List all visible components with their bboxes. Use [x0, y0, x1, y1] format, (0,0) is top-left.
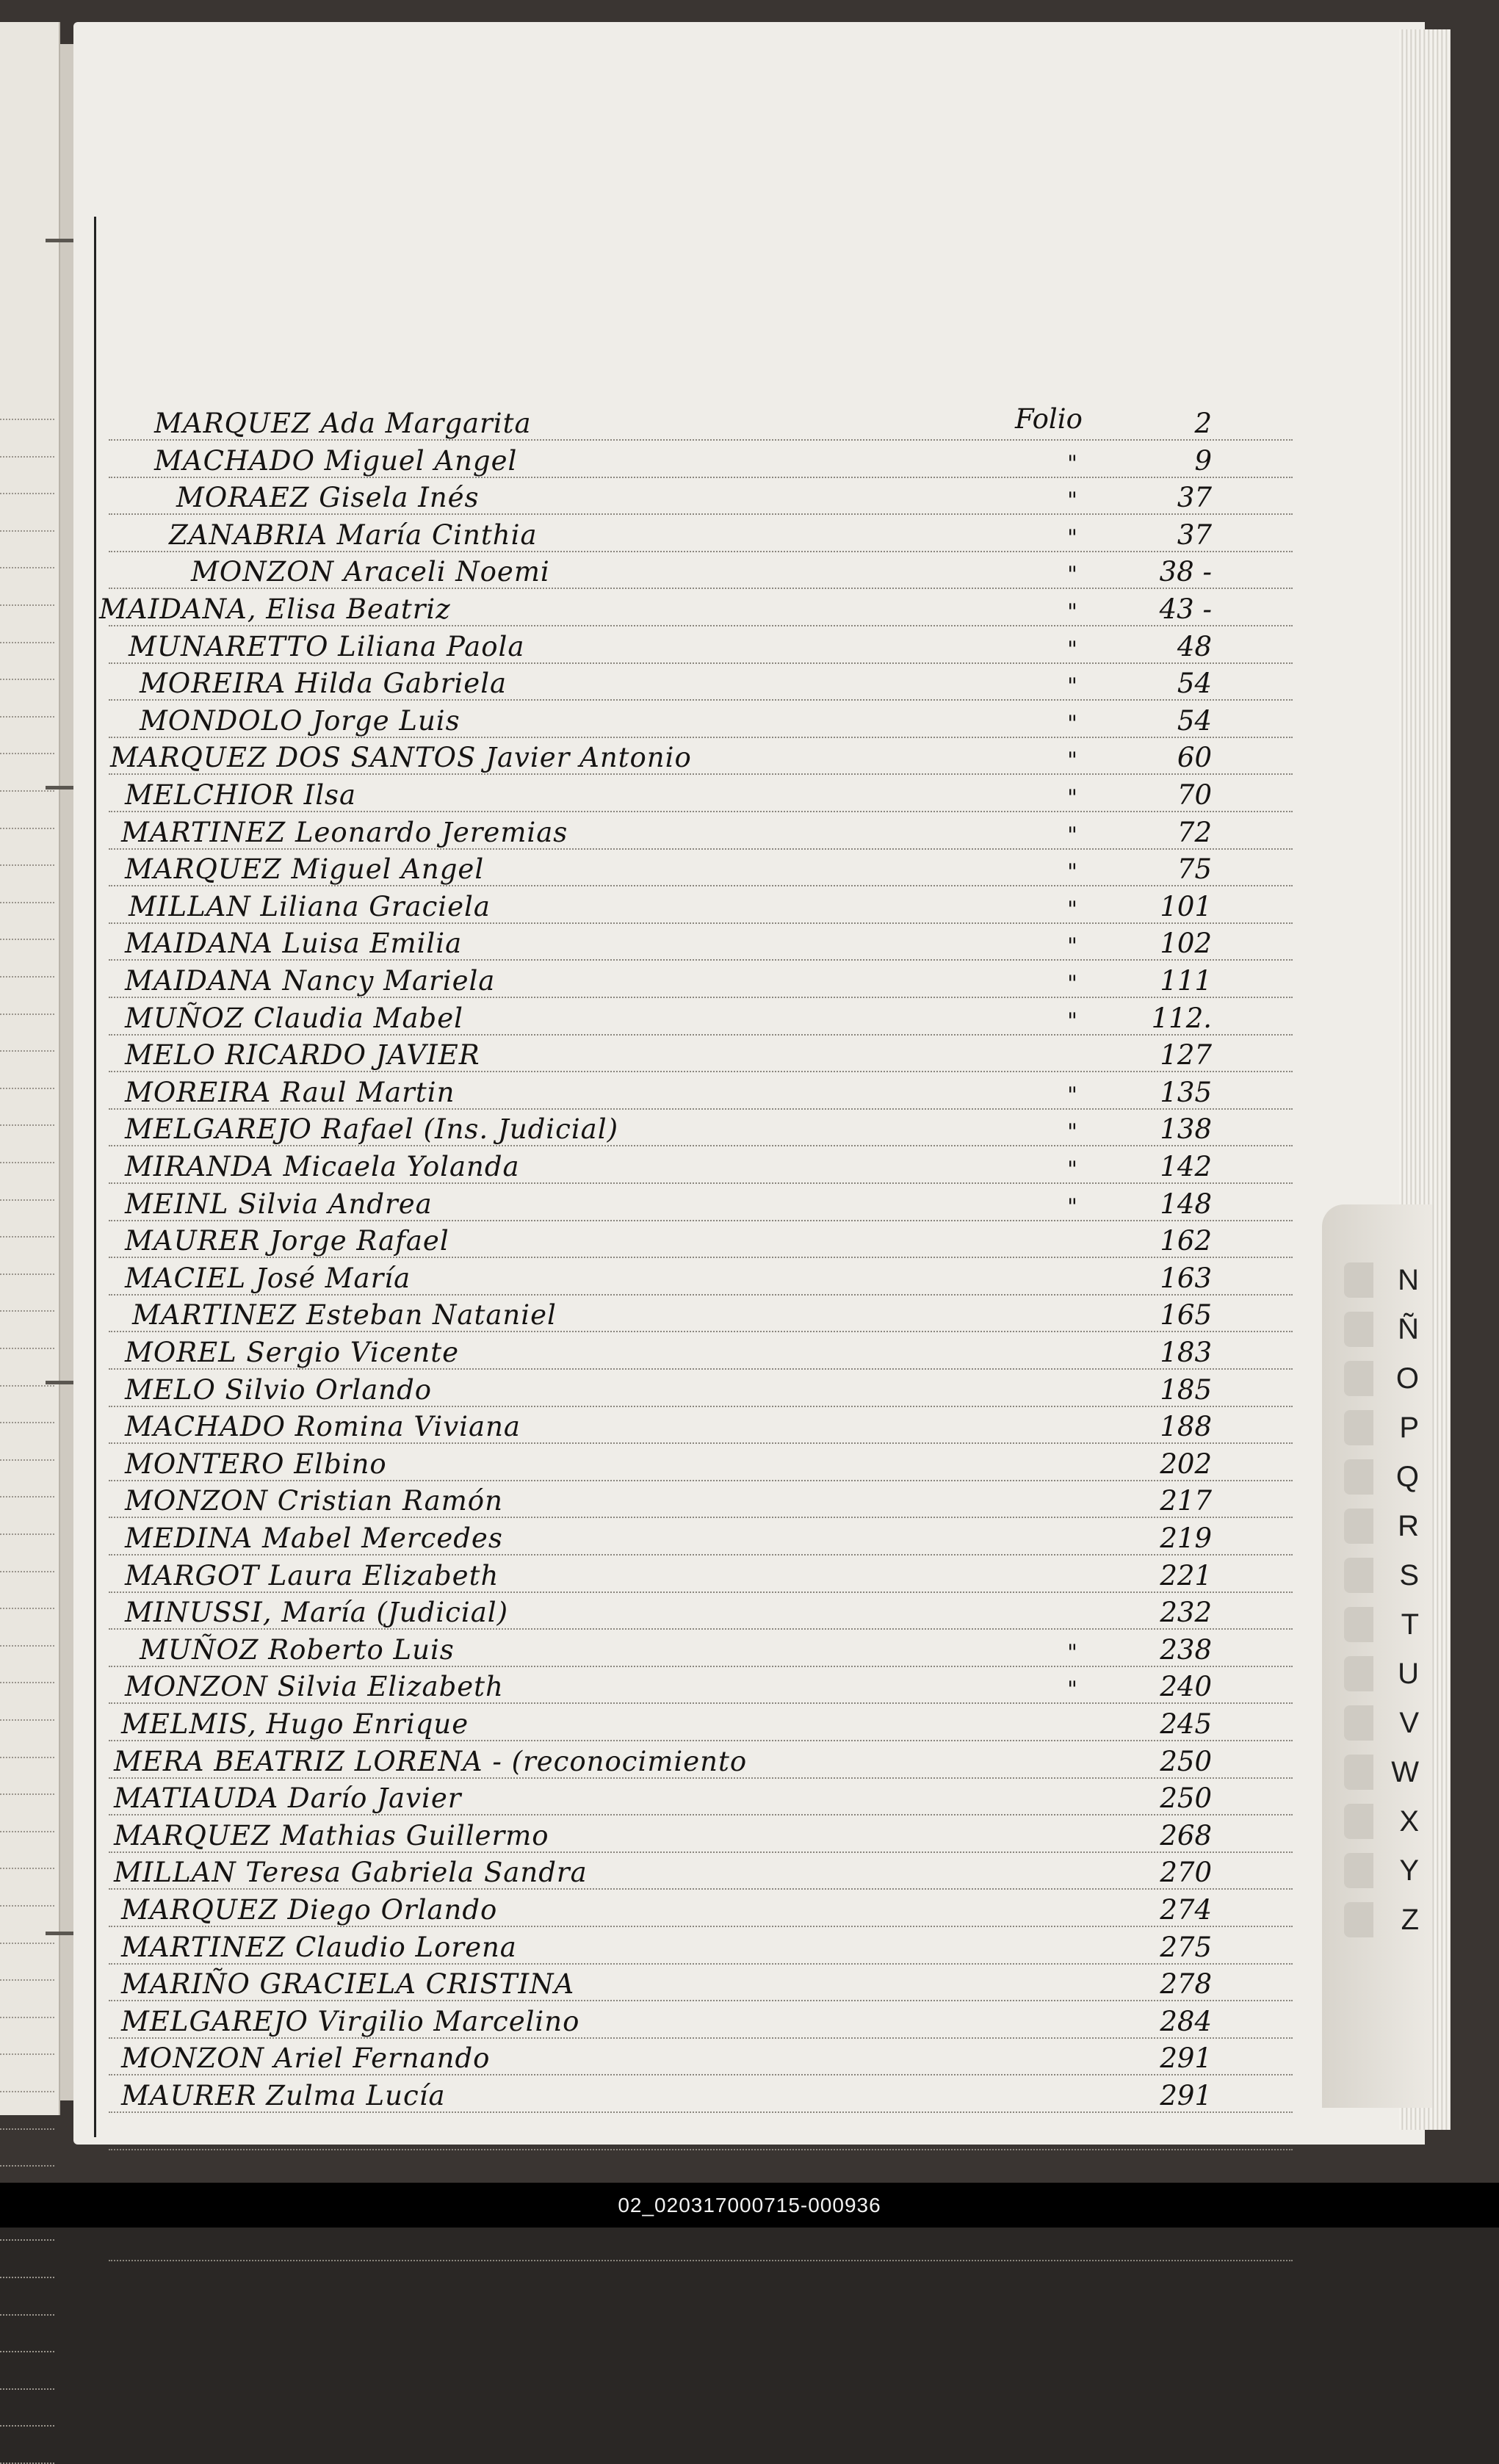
ditto-mark: "	[1067, 1083, 1077, 1108]
index-tab-letter: V	[1399, 1706, 1419, 1739]
left-page-line	[0, 1979, 54, 1981]
entry-folio: 54	[1177, 705, 1212, 737]
ditto-mark: "	[1067, 1677, 1077, 1702]
entry-name: MAIDANA Luisa Emilia	[125, 928, 463, 959]
entry-folio: 278	[1160, 1968, 1212, 2000]
left-page-line	[0, 976, 54, 978]
entry-name: MERA BEATRIZ LORENA - (reconocimiento	[114, 1746, 748, 1777]
entry-folio: 238	[1160, 1634, 1212, 1666]
left-page-line	[0, 716, 54, 718]
entry-name: MUNARETTO Liliana Paola	[129, 631, 525, 662]
entry-folio: 138	[1160, 1113, 1212, 1145]
entry-name: MOREIRA Raul Martin	[125, 1077, 455, 1108]
ditto-mark: "	[1067, 599, 1077, 625]
ditto-mark: "	[1067, 859, 1077, 885]
entry-folio: 291	[1160, 2042, 1212, 2074]
entry-name: MOREL Sergio Vicente	[125, 1337, 460, 1368]
entry-folio: 37	[1177, 519, 1212, 551]
left-page-line	[0, 530, 54, 532]
entry-name: MELGAREJO Rafael (Ins. Judicial)	[125, 1113, 619, 1145]
index-tab-letter: R	[1398, 1509, 1419, 1542]
ditto-mark: "	[1067, 897, 1077, 922]
left-page-edge	[0, 22, 60, 2115]
entry-name: MELO RICARDO JAVIER	[125, 1039, 480, 1071]
left-page-line	[0, 2091, 54, 2092]
index-tab-letter: U	[1398, 1657, 1419, 1690]
index-tab-t[interactable]	[1344, 1604, 1432, 1645]
entry-folio: 135	[1160, 1077, 1212, 1108]
index-tab-s[interactable]	[1344, 1555, 1432, 1596]
entry-folio: 275	[1160, 1932, 1212, 1963]
entry-folio: 111	[1160, 965, 1212, 997]
entry-name: MELO Silvio Orlando	[125, 1374, 433, 1406]
entry-name: MARQUEZ Diego Orlando	[121, 1894, 498, 1926]
entry-folio: 60	[1177, 742, 1212, 773]
ditto-mark: "	[1067, 971, 1077, 997]
left-page-line	[0, 2314, 54, 2316]
index-tab-face	[1344, 1607, 1373, 1642]
index-tab-letter: N	[1398, 1263, 1419, 1296]
left-page-line	[0, 679, 54, 680]
entry-folio: 2	[1194, 408, 1212, 439]
entry-name: MATIAUDA Darío Javier	[114, 1782, 462, 1814]
entry-name: MOREIRA Hilda Gabriela	[140, 668, 508, 699]
entry-folio: 202	[1160, 1448, 1212, 1480]
index-tab-p[interactable]	[1344, 1407, 1432, 1448]
left-page-line	[0, 1868, 54, 1869]
left-page-line	[0, 1124, 54, 1126]
left-page-line	[0, 1943, 54, 1944]
entry-folio: 112.	[1151, 1002, 1212, 1034]
entry-name: MONZON Ariel Fernando	[121, 2042, 491, 2074]
index-tab-letter: P	[1399, 1411, 1419, 1444]
ditto-mark: "	[1067, 525, 1077, 551]
index-tab-y[interactable]	[1344, 1850, 1432, 1891]
index-tab-letter: Ñ	[1398, 1312, 1419, 1345]
left-page-line	[0, 1608, 54, 1609]
left-page-line	[0, 456, 54, 458]
entry-name: MORAEZ Gisela Inés	[176, 482, 480, 513]
ditto-mark: "	[1067, 562, 1077, 588]
entry-folio: 70	[1177, 779, 1212, 811]
left-page-line	[0, 1348, 54, 1349]
entry-name: MARQUEZ Miguel Angel	[125, 853, 485, 885]
entry-name: MAURER Zulma Lucía	[121, 2080, 446, 2111]
ditto-mark: "	[1067, 748, 1077, 773]
index-tab-letter: S	[1399, 1558, 1419, 1592]
left-page-line	[0, 790, 54, 792]
left-page-line	[0, 1719, 54, 1721]
left-page-line	[0, 1496, 54, 1497]
left-page-line	[0, 2351, 54, 2352]
left-page-line	[0, 864, 54, 866]
index-tab-u[interactable]	[1344, 1653, 1432, 1694]
ditto-mark: "	[1067, 1157, 1077, 1182]
entry-folio: 245	[1160, 1708, 1212, 1740]
entry-name: MILLAN Teresa Gabriela Sandra	[114, 1857, 588, 1888]
ditto-mark: "	[1067, 673, 1077, 699]
entry-name: MINUSSI, María (Judicial)	[125, 1597, 509, 1628]
entry-folio: 37	[1177, 482, 1212, 513]
index-tab-w[interactable]	[1344, 1752, 1432, 1793]
entry-name: MAIDANA Nancy Mariela	[125, 965, 496, 997]
entry-name: MONZON Cristian Ramón	[125, 1485, 503, 1517]
index-tab-x[interactable]	[1344, 1801, 1432, 1842]
left-page-line	[0, 2425, 54, 2427]
entry-folio: 9	[1194, 445, 1212, 477]
left-page-line	[0, 1088, 54, 1089]
entry-name: MARTINEZ Claudio Lorena	[121, 1932, 517, 1963]
entry-name: MEINL Silvia Andrea	[125, 1188, 433, 1220]
left-page-line	[0, 2239, 54, 2241]
entry-name: MELCHIOR Ilsa	[125, 779, 357, 811]
ditto-mark: "	[1067, 488, 1077, 513]
entry-folio: 75	[1177, 853, 1212, 885]
left-page-line	[0, 1533, 54, 1535]
entry-folio: 232	[1160, 1597, 1212, 1628]
left-page-line	[0, 1236, 54, 1238]
entry-folio: 240	[1160, 1671, 1212, 1702]
index-tab-v[interactable]	[1344, 1702, 1432, 1744]
left-page-line	[0, 1273, 54, 1275]
entry-folio: 54	[1177, 668, 1212, 699]
left-page-line	[0, 1905, 54, 1907]
entry-folio: 165	[1160, 1299, 1212, 1331]
left-page-line	[0, 1014, 54, 1015]
entry-folio: 48	[1177, 631, 1212, 662]
entry-folio: 72	[1177, 817, 1212, 848]
entry-folio: 127	[1160, 1039, 1212, 1071]
index-tab-face	[1344, 1804, 1373, 1839]
left-page-line	[0, 1645, 54, 1647]
left-page-line	[0, 2017, 54, 2018]
entry-name: MONTERO Elbino	[125, 1448, 387, 1480]
entry-folio: 284	[1160, 2006, 1212, 2037]
entry-name: MELMIS, Hugo Enrique	[121, 1708, 469, 1740]
entry-folio: 142	[1160, 1151, 1212, 1182]
left-page-line	[0, 2053, 54, 2055]
entry-name: MAURER Jorge Rafael	[125, 1225, 449, 1257]
ruled-line	[109, 2260, 1293, 2261]
entry-folio: 102	[1160, 928, 1212, 959]
ditto-mark: "	[1067, 933, 1077, 959]
index-tab-letter: O	[1395, 1362, 1419, 1395]
left-page-line	[0, 1571, 54, 1572]
entry-folio: 274	[1160, 1894, 1212, 1926]
left-page-line	[0, 2388, 54, 2390]
folio-column-label: Folio	[1015, 403, 1083, 435]
ditto-mark: "	[1067, 823, 1077, 848]
left-page-line	[0, 902, 54, 903]
entry-name: MARQUEZ DOS SANTOS Javier Antonio	[110, 742, 692, 773]
entry-folio: 43 -	[1159, 593, 1212, 625]
ditto-mark: "	[1067, 785, 1077, 811]
entry-folio: 221	[1160, 1560, 1212, 1592]
entry-name: MIRANDA Micaela Yolanda	[125, 1151, 520, 1182]
index-tab-q[interactable]	[1344, 1456, 1432, 1497]
left-page-line	[0, 642, 54, 643]
left-page-line	[0, 1422, 54, 1423]
index-tab-letter: Y	[1399, 1854, 1419, 1887]
ditto-mark: "	[1067, 1194, 1077, 1220]
index-tab-face	[1344, 1755, 1373, 1790]
entry-name: MUÑOZ Claudia Mabel	[125, 1002, 463, 1034]
index-tab-letter: W	[1391, 1755, 1419, 1788]
index-tab-o[interactable]	[1344, 1358, 1432, 1399]
left-page-line	[0, 419, 54, 420]
entry-name: MONZON Silvia Elizabeth	[125, 1671, 504, 1702]
entry-name: MONDOLO Jorge Luis	[140, 705, 460, 737]
ditto-mark: "	[1067, 451, 1077, 477]
left-page-line	[0, 1310, 54, 1312]
ditto-mark: "	[1067, 1119, 1077, 1145]
entry-name: MARTINEZ Leonardo Jeremias	[121, 817, 568, 848]
left-page-line	[0, 1199, 54, 1201]
left-page-line	[0, 567, 54, 568]
caption-bar	[0, 2183, 1499, 2228]
ruled-line	[109, 2149, 1293, 2150]
ditto-mark: "	[1067, 637, 1077, 662]
index-tab-enye[interactable]	[1344, 1309, 1432, 1350]
index-tab-face	[1344, 1853, 1373, 1888]
entry-name: MONZON Araceli Noemi	[191, 556, 550, 588]
margin-line	[94, 217, 96, 2137]
ditto-mark: "	[1067, 711, 1077, 737]
index-tab-letter: T	[1401, 1608, 1419, 1641]
entry-name: MACIEL José María	[125, 1262, 411, 1294]
entry-folio: 268	[1160, 1820, 1212, 1851]
index-tab-face	[1344, 1902, 1373, 1937]
left-page-line	[0, 1831, 54, 1832]
entry-name: MARGOT Laura Elizabeth	[125, 1560, 499, 1592]
entry-name: MARQUEZ Mathias Guillermo	[114, 1820, 549, 1851]
entry-folio: 183	[1160, 1337, 1212, 1368]
index-tab-face	[1344, 1705, 1373, 1741]
entry-folio: 250	[1160, 1746, 1212, 1777]
entry-folio: 162	[1160, 1225, 1212, 1257]
index-tab-face	[1344, 1656, 1373, 1691]
index-tab-face	[1344, 1558, 1373, 1593]
entry-name: MARQUEZ Ada Margarita	[154, 408, 532, 439]
left-page-line	[0, 1162, 54, 1163]
entry-folio: 250	[1160, 1782, 1212, 1814]
index-tab-face	[1344, 1459, 1373, 1495]
left-page-line	[0, 2165, 54, 2167]
left-page-line	[0, 493, 54, 494]
entry-folio: 188	[1160, 1411, 1212, 1442]
entry-name: MELGAREJO Virgilio Marcelino	[121, 2006, 580, 2037]
entry-folio: 270	[1160, 1857, 1212, 1888]
index-tab-face	[1344, 1262, 1373, 1298]
entry-name: MAIDANA, Elisa Beatriz	[99, 593, 451, 625]
entry-folio: 291	[1160, 2080, 1212, 2111]
index-tab-z[interactable]	[1344, 1899, 1432, 1940]
left-page-line	[0, 1459, 54, 1461]
entry-folio: 38 -	[1159, 556, 1212, 588]
entry-folio: 163	[1160, 1262, 1212, 1294]
index-tab-letter: Q	[1395, 1460, 1419, 1493]
entry-folio: 217	[1160, 1485, 1212, 1517]
ditto-mark: "	[1067, 1640, 1077, 1666]
entry-name: MARIÑO GRACIELA CRISTINA	[121, 1968, 575, 2000]
left-page-line	[0, 828, 54, 829]
left-page-line	[0, 604, 54, 606]
index-tab-face	[1344, 1361, 1373, 1396]
left-page-line	[0, 1385, 54, 1387]
index-tab-face	[1344, 1509, 1373, 1544]
entry-folio: 101	[1160, 891, 1212, 922]
index-tab-letter: Z	[1401, 1903, 1419, 1936]
index-tab-face	[1344, 1312, 1373, 1347]
left-page-line	[0, 2128, 54, 2130]
entry-name: MUÑOZ Roberto Luis	[140, 1634, 455, 1666]
left-page-line	[0, 939, 54, 940]
left-page-line	[0, 2277, 54, 2278]
entry-name: MEDINA Mabel Mercedes	[125, 1522, 503, 1554]
entry-name: MACHADO Miguel Angel	[154, 445, 518, 477]
index-tab-n[interactable]	[1344, 1260, 1432, 1301]
entry-folio: 148	[1160, 1188, 1212, 1220]
left-page-line	[0, 1757, 54, 1758]
index-tab-face	[1344, 1410, 1373, 1445]
image-caption: 02_020317000715-000936	[618, 2193, 881, 2216]
index-tab-r[interactable]	[1344, 1506, 1432, 1547]
entry-name: ZANABRIA María Cinthia	[169, 519, 538, 551]
left-page-line	[0, 1682, 54, 1683]
entry-folio: 185	[1160, 1374, 1212, 1406]
entry-name: MILLAN Liliana Graciela	[129, 891, 491, 922]
left-page-line	[0, 1793, 54, 1795]
ditto-mark: "	[1067, 1008, 1077, 1034]
left-page-line	[0, 1050, 54, 1052]
entry-name: MARTINEZ Esteban Nataniel	[132, 1299, 557, 1331]
index-tab-letter: X	[1399, 1804, 1419, 1838]
entry-folio: 219	[1160, 1522, 1212, 1554]
left-page-line	[0, 753, 54, 754]
entry-name: MACHADO Romina Viviana	[125, 1411, 521, 1442]
